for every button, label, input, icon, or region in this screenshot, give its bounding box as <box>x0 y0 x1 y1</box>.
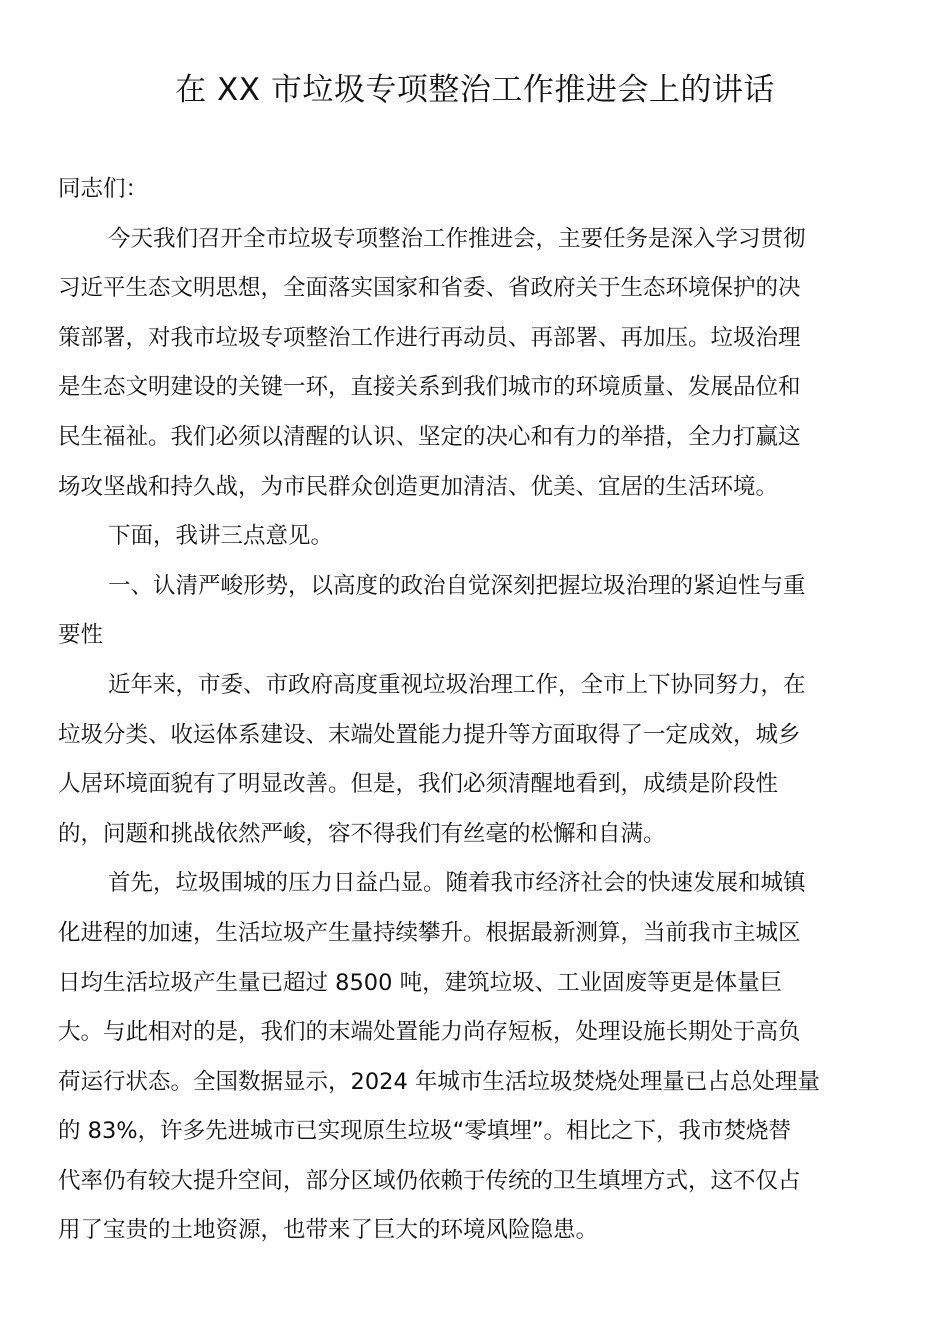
paragraph-line: 大。与此相对的是，我们的末端处置能力尚存短板，处理设施长期处于高负 <box>58 1019 801 1046</box>
paragraph-line: 习近平生态文明思想，全面落实国家和省委、省政府关于生态环境保护的决 <box>58 275 801 302</box>
paragraph-line: 下面，我讲三点意见。 <box>108 523 334 550</box>
paragraph-line: 民生福祉。我们必须以清醒的认识、坚定的决心和有力的举措，全力打赢这 <box>58 423 801 450</box>
paragraph-line: 的 83%，许多先进城市已实现原生垃圾“零填埋”。相比之下，我市焚烧替 <box>58 1118 791 1145</box>
paragraph-line: 策部署，对我市垃圾专项整治工作进行再动员、再部署、再加压。垃圾治理 <box>58 324 801 351</box>
paragraph-line: 用了宝贵的土地资源，也带来了巨大的环境风险隐患。 <box>58 1217 599 1244</box>
paragraph-line: 今天我们召开全市垃圾专项整治工作推进会，主要任务是深入学习贯彻 <box>108 225 806 252</box>
paragraph-line: 荷运行状态。全国数据显示，2024 年城市生活垃圾焚烧处理量已占总处理量 <box>58 1068 820 1095</box>
paragraph-line: 代率仍有较大提升空间，部分区域仍依赖于传统的卫生填埋方式，这不仅占 <box>58 1167 801 1194</box>
paragraph-line: 垃圾分类、收运体系建设、末端处置能力提升等方面取得了一定成效，城乡 <box>58 721 801 748</box>
salutation: 同志们： <box>58 176 149 202</box>
document-title: 在 XX 市垃圾专项整治工作推进会上的讲话 <box>175 72 775 108</box>
paragraph-line: 是生态文明建设的关键一环，直接关系到我们城市的环境质量、发展品位和 <box>58 374 801 401</box>
paragraph-recent-years <box>58 663 898 861</box>
paragraph-first-point <box>58 861 898 1258</box>
paragraph-intro <box>58 217 898 515</box>
section-heading-1 <box>58 564 898 663</box>
paragraph-transition <box>58 514 898 564</box>
paragraph-line: 近年来，市委、市政府高度重视垃圾治理工作，全市上下协同努力，在 <box>108 671 806 698</box>
paragraph-line: 化进程的加速，生活垃圾产生量持续攀升。根据最新测算，当前我市主城区 <box>58 919 801 946</box>
paragraph-line: 人居环境面貌有了明显改善。但是，我们必须清醒地看到，成绩是阶段性 <box>58 771 779 798</box>
paragraph-line: 的，问题和挑战依然严峻，容不得我们有丝毫的松懈和自满。 <box>58 820 666 847</box>
paragraph-line: 首先，垃圾围城的压力日益凸显。随着我市经济社会的快速发展和城镇 <box>108 870 806 897</box>
paragraph-line: 场攻坚战和持久战，为市民群众创造更加清洁、优美、宜居的生活环境。 <box>58 473 779 500</box>
paragraph-line: 日均生活垃圾产生量已超过 8500 吨，建筑垃圾、工业固废等更是体量巨 <box>58 969 783 996</box>
heading-line: 一、认清严峻形势，以高度的政治自觉深刻把握垃圾治理的紧迫性与重 <box>108 572 806 599</box>
document-body <box>58 167 898 1258</box>
heading-line: 要性 <box>58 622 104 649</box>
